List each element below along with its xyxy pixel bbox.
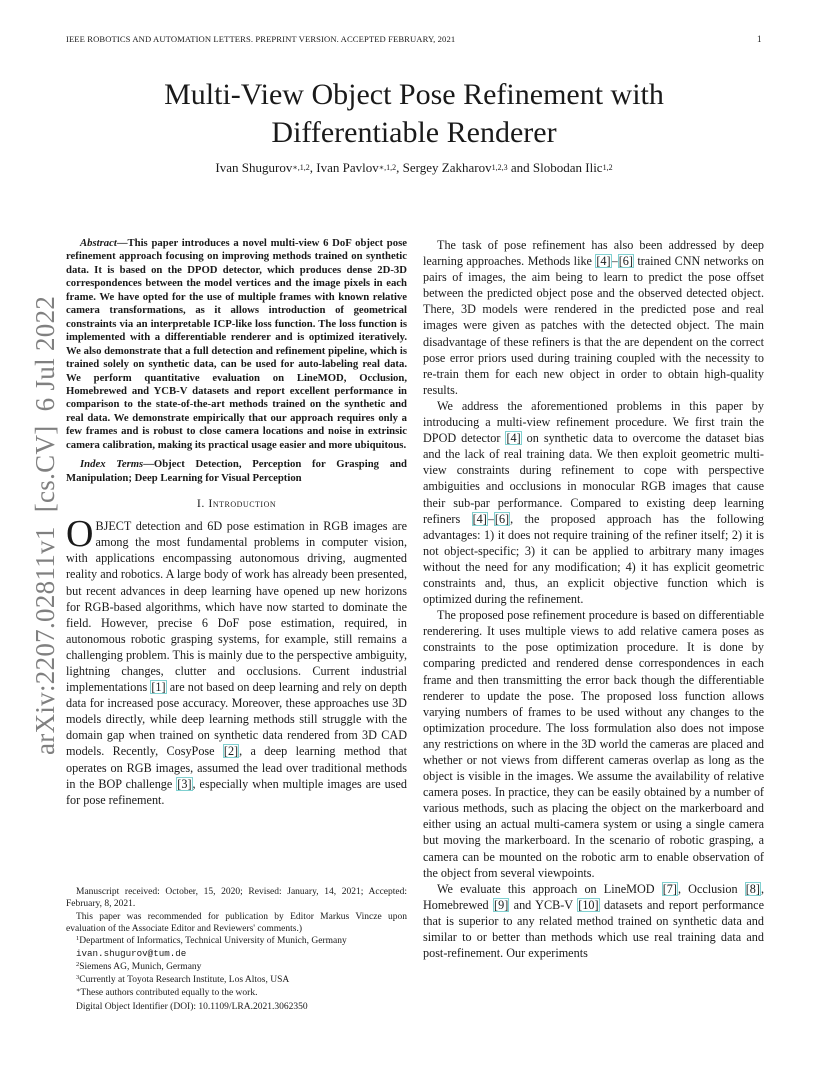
intro-text-part: , a deep learning method that operates on RGB images, assumed the lead over traditional methods in the BOP challenge	[66, 744, 407, 791]
citation-link[interactable]: [8]	[745, 881, 760, 896]
author-email[interactable]: ivan.shugurov@tum.de	[76, 948, 187, 960]
citation-link[interactable]: [1]	[151, 680, 166, 695]
drop-cap-letter: O	[66, 513, 94, 556]
body-text-part: datasets and report performance that is superior to any related method trained on synthetic data and similar to or better than methods which use real training data and post-refinement. Our experiments	[423, 897, 764, 961]
body-text-part: We evaluate this approach on LineMOD	[437, 881, 662, 896]
paper-title	[80, 76, 748, 152]
footnote-mark: 2	[76, 960, 80, 968]
intro-paragraph	[66, 513, 407, 808]
citation-link[interactable]: [6]	[494, 511, 510, 526]
citation-range-dash: –	[611, 254, 618, 269]
body-text-part: We address the aforementioned problems in this paper by introducing a multi-view refinement procedure. We first train the DPOD detector	[423, 398, 764, 446]
author-list	[80, 160, 748, 176]
footnote-affiliation-2	[66, 961, 407, 974]
footnote-text: Department of Informatics, Technical University of Munich, Germany	[79, 936, 347, 947]
body-paragraph	[423, 881, 764, 961]
citation-range-dash: –	[487, 511, 494, 526]
footnote-doi: Digital Object Identifier (DOI): 10.1109/LRA.2021.3062350	[76, 1001, 308, 1012]
body-text-part: , the proposed approach has the following advantages: 1) it does not require training of the refiner itself; 2) it is not object-specific; 3) it can be applied to arbitrary many images without the need for any modification; 4) it has explicit geometric constraints and, thus, an explicit objective function which is optimized during the refinement.	[423, 511, 765, 607]
abstract-lead: Abstract	[80, 237, 117, 249]
intro-text-part: BJECT detection and 6D pose estimation in RGB images are among the most fundamental problems in computer vision, with applications encompassing autonomous driving, augmented reality and robotics. A large body of work has already been presented, but recent advances in deep learning have opened up new horizons for RGB-based algorithms, which have now started to dominate the field. However, precise 6 DoF pose estimation, required, in autonomous robotic grasping systems, for example, still remains a challenging problem. This is mainly due to the perspective ambiguity, lightning changes, clutter and occlusions. Current industrial implementations	[66, 519, 407, 695]
author-separator: ,	[396, 160, 403, 175]
intro-text-part: are not based on deep learning and rely on depth data for increased pose accuracy. Moreover, these approaches use 3D models directly, while deep learning methods still struggle with the domain gap when trained on synthetic data rendered from 3D CAD models. Recently, CosyPose	[66, 680, 407, 759]
index-terms-text: —Object Detection, Perception for Grasping and Manipulation; Deep Learning for Visual Perception	[66, 458, 407, 484]
running-header: IEEE ROBOTICS AND AUTOMATION LETTERS. PREPRINT VERSION. ACCEPTED FEBRUARY, 2021	[66, 34, 456, 44]
left-column	[66, 237, 407, 808]
body-paragraph	[423, 237, 764, 398]
author-affiliation-marks: ∗,1,2	[292, 163, 310, 172]
body-text-part: , Homebrewed	[423, 881, 765, 912]
title-line-2: Differentiable Renderer	[271, 116, 557, 149]
footnote-mark: ∗	[76, 987, 81, 995]
footnote-text: Currently at Toyota Research Institute, Los Altos, USA	[79, 975, 290, 986]
footnote-text: These authors contributed equally to the work.	[80, 988, 258, 999]
body-text-part: , Occlusion	[677, 881, 745, 896]
section-numeral: I.	[196, 496, 209, 511]
author-affiliation-marks: 1,2,3	[491, 163, 508, 172]
footnote-mark: 1	[76, 935, 80, 943]
citation-link[interactable]: [7]	[662, 881, 677, 896]
section-heading-introduction	[66, 496, 407, 511]
citation-link[interactable]: [4]	[472, 511, 487, 526]
page-number: 1	[757, 34, 762, 44]
author-separator: and	[507, 160, 533, 175]
citation-link[interactable]: [4]	[596, 254, 611, 269]
body-paragraph	[423, 398, 764, 607]
author-name: Ivan Shugurov	[215, 160, 293, 175]
author-name: Sergey Zakharov	[402, 160, 492, 175]
footnote-affiliation-3	[66, 974, 407, 987]
arxiv-identifier-stamp: arXiv:2207.02811v1 [cs.CV] 6 Jul 2022	[30, 295, 60, 755]
intro-text-part: , especially when multiple images are used for pose refinement.	[66, 776, 407, 807]
abstract	[66, 237, 407, 452]
right-column	[423, 237, 764, 961]
citation-link[interactable]: [9]	[494, 897, 509, 912]
footnote-recommendation: This paper was recommended for publication by Editor Markus Vincze upon evaluation of the Associate Editor and Reviewers' comments.)	[66, 911, 407, 934]
author-separator: ,	[309, 160, 317, 175]
citation-link[interactable]: [3]	[177, 776, 192, 791]
body-text-part: on synthetic data to overcome the dataset bias and the lack of real training data. We then exploit geometric multi-view constraints during refinement to cope with perspective ambiguities and occlusions in monocular RGB images that cause their sub-par performance. Compared to existing deep learning refiners	[423, 431, 765, 526]
section-title: Introduction	[208, 496, 277, 511]
footnote-equal-contribution	[66, 987, 407, 1000]
index-terms	[66, 458, 407, 485]
footnote-manuscript-received: Manuscript received: October, 15, 2020; Revised: January, 14, 2021; Accepted: February, 8, 2021.	[66, 887, 407, 910]
body-text-part: The task of pose refinement has also been addressed by deep learning approaches. Methods like	[423, 238, 764, 269]
footnote-mark: 3	[76, 974, 80, 982]
footnotes	[66, 886, 407, 1013]
author-name: Slobodan Ilic	[532, 160, 603, 175]
citation-link[interactable]: [10]	[578, 897, 599, 912]
index-terms-lead: Index Terms	[80, 458, 144, 471]
author-affiliation-marks: 1,2	[602, 163, 613, 172]
citation-link[interactable]: [4]	[506, 431, 521, 446]
body-text-part: and YCB-V	[509, 897, 578, 912]
citation-link[interactable]: [6]	[618, 254, 633, 269]
body-text-part: trained CNN networks on pairs of images, the aim being to learn to predict the pose offset between the predicted object pose and the observed detected object. There, 3D models were rendered in the predicted pose and real images were given as patches with the detected object. The main disadvantage of these refiners is that the are dependent on the correct pose error priors used during training coupled with the necessity to re-train them for each new object in order to obtain high-quality results.	[423, 254, 764, 397]
author-affiliation-marks: ∗,1,2	[378, 163, 397, 172]
body-paragraph: The proposed pose refinement procedure is based on differentiable renderering. It uses multiple views to add relative camera poses as constraints to the pose optimization procedure. It is done by comparing predicted and rendered dense correspondences in each frame and then transmitting the error back though the differentiable renderer to update the pose. The proposed loss function allows varying numbers of frames to be used without any changes to the optimization procedure. The loss formulation also does not impose any restrictions on where in the 3D world the cameras are placed and whether or not views from different cameras overlap as long as the object is visible in the images. We assume the availability of relative camera poses. In practice, they can be easily obtained by a number of various methods, such as placing the object on the markerboard and either using an actual multi-camera system or using a single camera but moving the markerboard. In the scenario of robotic grasping, a camera can be mounted on the robotic arm to enable observation of the object from several viewpoints.	[423, 608, 764, 880]
author-name: Ivan Pavlov	[316, 160, 379, 175]
citation-link[interactable]: [2]	[223, 744, 239, 759]
title-line-1: Multi-View Object Pose Refinement with	[164, 78, 664, 111]
footnote-affiliation-1	[66, 935, 407, 948]
footnote-text: Siemens AG, Munich, Germany	[79, 961, 202, 972]
abstract-text: —This paper introduces a novel multi-view 6 DoF object pose refinement approach focusing on improving methods trained on synthetic data. It is based on the DPOD detector, which produces dense 2D-3D correspondences between the model vertices and the image pixels in each frame. We have opted for the use of multiple frames with known relative camera transformations, as it allows introduction of geometrical constraints via an interpretable ICP-like loss function. The loss function is implemented with a differentiable renderer and is optimized iteratively. We also demonstrate that a full detection and refinement pipeline, which is trained solely on synthetic data, can be used for auto-labeling real data. We perform quantitative evaluation on LineMOD, Occlusion, Homebrewed and YCB-V datasets and report excellent performance in comparison to the state-of-the-art methods trained on the synthetic and real data. We demonstrate empirically that our approach requires only a few frames and is robust to close camera locations and noise in extrinsic camera calibration, making its practical usage easier and more ubiquitous.	[66, 237, 407, 451]
